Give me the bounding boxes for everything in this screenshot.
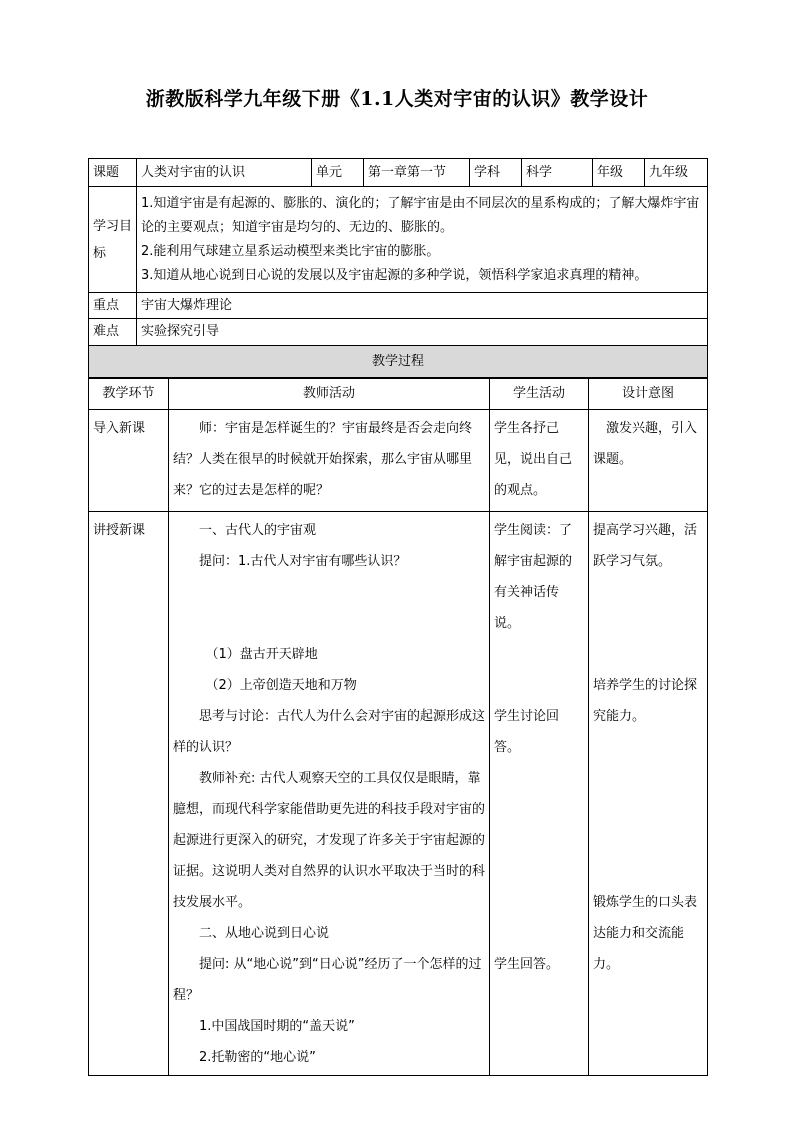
- design-intent-cell: [589, 410, 708, 512]
- goal-item: 1.知道宇宙是有起源的、膨胀的、演化的；了解宇宙是由不同层次的星系构成的；了解大爆炸宇宙论的主要观点；知道宇宙是均匀的、无边的、膨胀的。: [141, 195, 700, 235]
- teacher-text: 一、古代人的宇宙观: [199, 523, 317, 538]
- student-activity-cell: [490, 410, 589, 512]
- stage-cell: 导入新课: [89, 410, 169, 512]
- process-header-row: [89, 378, 708, 410]
- header-row: [89, 159, 708, 187]
- teacher-text: （1）盘古开天辟地: [205, 647, 318, 662]
- teacher-text: 2.托勒密的“地心说”: [199, 1050, 316, 1065]
- goal-item: 2.能利用气球建立星系运动模型来类比宇宙的膨胀。: [141, 243, 440, 259]
- column-header: 学生活动: [490, 378, 589, 410]
- design-text: 锻炼学生的口头表达能力和交流能力。: [593, 895, 698, 972]
- goals-label: 学习目标: [89, 187, 137, 293]
- table-row: [89, 512, 708, 1076]
- design-intent-cell: [589, 512, 708, 1076]
- teacher-activity-cell: [169, 512, 490, 1076]
- key-point-value: 宇宙大爆炸理论: [137, 293, 708, 319]
- lesson-info-table: [88, 158, 708, 379]
- difficulty-value: 实验探究引导: [137, 319, 708, 346]
- key-point-label: 重点: [89, 293, 137, 319]
- teacher-text: 提问: 从“地心说”到“日心说”经历了一个怎样的过程？: [173, 957, 482, 1003]
- design-text: 提高学习兴趣，活跃学习气氛。: [593, 523, 698, 569]
- column-header: 教学环节: [89, 378, 169, 410]
- student-text: 学生回答。: [494, 957, 560, 972]
- subject-label: 学科: [470, 159, 522, 187]
- goals-content: [137, 187, 708, 293]
- unit-value: 第一章第一节: [364, 159, 470, 187]
- design-text: 培养学生的讨论探究能力。: [593, 678, 698, 724]
- teacher-text: 教师补充: 古代人观察天空的工具仅仅是眼睛，靠臆想，而现代科学家能借助更先进的科技手段对宇宙的起源进行更深入的研究，才发现了许多关于宇宙起源的证据。这说明人类对自然界的认识水平取决于当时的科技发展水平。: [173, 771, 486, 910]
- teacher-text: 思考与讨论：古代人为什么会对宇宙的起源形成这样的认识？: [173, 709, 486, 755]
- goal-item: 3.知道从地心说到日心说的发展以及宇宙起源的多种学说，领悟科学家追求真理的精神。: [141, 267, 648, 283]
- stage-cell: 讲授新课: [89, 512, 169, 1076]
- topic-value: 人类对宇宙的认识: [137, 159, 312, 187]
- column-header: 设计意图: [589, 378, 708, 410]
- process-title: 教学过程: [89, 346, 708, 379]
- teacher-text: 二、从地心说到日心说: [199, 926, 330, 941]
- subject-value: 科学: [522, 159, 593, 187]
- grade-value: 九年级: [645, 159, 708, 187]
- unit-label: 单元: [312, 159, 364, 187]
- difficulty-row: [89, 319, 708, 346]
- goals-row: [89, 187, 708, 293]
- student-text: 学生讨论回答。: [494, 709, 560, 755]
- grade-label: 年级: [593, 159, 645, 187]
- teacher-text: 提问：1.古代人对宇宙有哪些认识？: [199, 554, 407, 569]
- table-row: [89, 410, 708, 512]
- teacher-text: （2）上帝创造天地和万物: [205, 678, 357, 693]
- teacher-activity-cell: [169, 410, 490, 512]
- student-activity-cell: [490, 512, 589, 1076]
- document-title: 浙教版科学九年级下册《1.1人类对宇宙的认识》教学设计: [145, 88, 649, 110]
- process-table: [88, 377, 708, 1076]
- design-text: 激发兴趣，引入课题。: [593, 421, 698, 467]
- topic-label: 课题: [89, 159, 137, 187]
- column-header: 教师活动: [169, 378, 490, 410]
- difficulty-label: 难点: [89, 319, 137, 346]
- process-title-row: [89, 346, 708, 379]
- teacher-text: 师：宇宙是怎样诞生的？宇宙最终是否会走向终结？人类在很早的时候就开始探索，那么宇宙从哪里来？它的过去是怎样的呢？: [173, 421, 473, 498]
- teacher-text: 1.中国战国时期的“盖天说”: [199, 1019, 355, 1034]
- student-text: 学生阅读：了解宇宙起源的有关神话传说。: [494, 523, 573, 631]
- student-text: 学生各抒己见，说出自己的观点。: [494, 421, 573, 498]
- key-point-row: [89, 293, 708, 319]
